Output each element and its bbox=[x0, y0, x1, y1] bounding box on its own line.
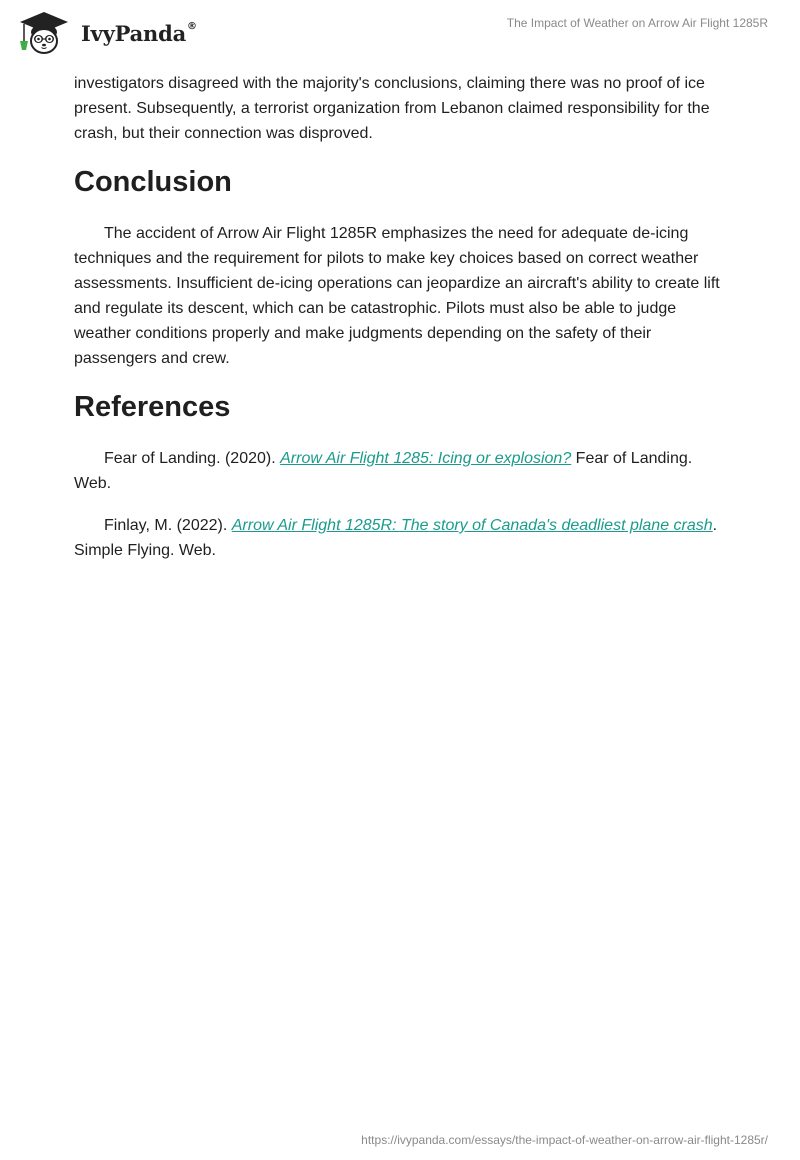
document-title: The Impact of Weather on Arrow Air Flight 1285R bbox=[506, 16, 768, 30]
reference-prefix: Finlay, M. (2022). bbox=[104, 517, 232, 534]
reference-prefix: Fear of Landing. (2020). bbox=[104, 450, 281, 467]
panda-graduate-icon bbox=[14, 8, 76, 56]
footer-url[interactable]: https://ivypanda.com/essays/the-impact-of-weather-on-arrow-air-flight-1285r/ bbox=[361, 1133, 768, 1147]
reference-item bbox=[74, 513, 724, 563]
conclusion-paragraph: The accident of Arrow Air Flight 1285R emphasizes the need for adequate de-icing techniques and the requirement for pilots to make key choices based on correct weather assessments. Insufficient de-icing operations can jeopardize an aircraft's ability to create lift and regulate its descent, which can be catastrophic. Pilots must also be able to judge weather conditions properly and make judgments depending on the safety of their passengers and crew. bbox=[74, 225, 720, 367]
intro-paragraph: investigators disagreed with the majority's conclusions, claiming there was no proof of ice present. Subsequently, a terrorist organization from Lebanon claimed responsibility for the crash, but their connection was disproved. bbox=[74, 75, 710, 142]
essay-body bbox=[74, 71, 724, 580]
reference-link[interactable]: Arrow Air Flight 1285: Icing or explosion? bbox=[280, 450, 572, 467]
reference-link[interactable]: Arrow Air Flight 1285R: The story of Canada's deadliest plane crash bbox=[231, 517, 713, 534]
conclusion-heading: Conclusion bbox=[74, 166, 232, 198]
reference-item bbox=[74, 446, 724, 496]
references-heading: References bbox=[74, 391, 231, 423]
page-header bbox=[0, 0, 800, 64]
reference-suffix: . Simple Flying. Web. bbox=[74, 517, 718, 559]
brand-name: IvyPanda® bbox=[81, 20, 197, 46]
ivypanda-logo[interactable] bbox=[14, 8, 197, 56]
reference-suffix: Fear of Landing. Web. bbox=[74, 450, 693, 492]
